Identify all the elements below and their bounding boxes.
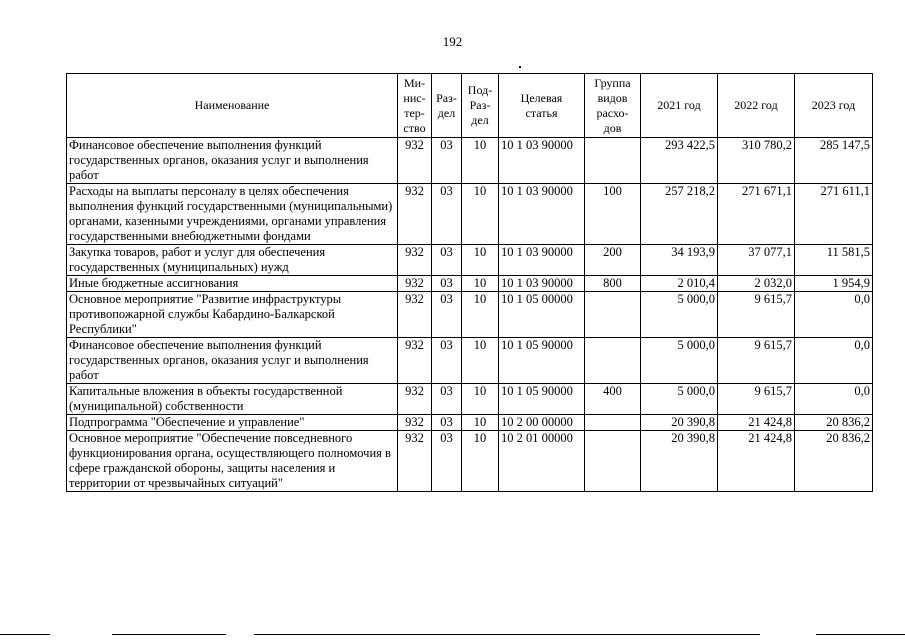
cell-ministry: 932 [398, 245, 432, 276]
cell-y2023: 20 836,2 [795, 415, 873, 431]
cell-target: 10 1 03 90000 [499, 138, 585, 184]
cell-section: 03 [432, 276, 462, 292]
cell-ministry: 932 [398, 138, 432, 184]
cell-subsection: 10 [462, 431, 499, 492]
cell-subsection: 10 [462, 184, 499, 245]
cell-ministry: 932 [398, 292, 432, 338]
footer-rule [816, 634, 905, 635]
cell-y2022: 21 424,8 [718, 431, 795, 492]
cell-y2021: 20 390,8 [641, 431, 718, 492]
cell-target: 10 1 03 90000 [499, 276, 585, 292]
table-row [67, 431, 873, 492]
cell-section: 03 [432, 431, 462, 492]
cell-subsection: 10 [462, 276, 499, 292]
cell-y2022: 310 780,2 [718, 138, 795, 184]
cell-name: Иные бюджетные ассигнования [67, 276, 398, 292]
cell-section: 03 [432, 245, 462, 276]
cell-y2021: 293 422,5 [641, 138, 718, 184]
cell-section: 03 [432, 184, 462, 245]
header-ministry: Ми- нис- тер- ство [398, 74, 432, 138]
cell-subsection: 10 [462, 415, 499, 431]
cell-group: 800 [585, 276, 641, 292]
cell-name: Финансовое обеспечение выполнения функций государственных органов, оказания услуг и выполнения работ [67, 138, 398, 184]
cell-group [585, 338, 641, 384]
page-number: 192 [442, 34, 463, 49]
cell-y2021: 5 000,0 [641, 292, 718, 338]
table-row [67, 384, 873, 415]
footer-rule [112, 634, 226, 635]
cell-section: 03 [432, 384, 462, 415]
cell-ministry: 932 [398, 415, 432, 431]
cell-group: 400 [585, 384, 641, 415]
cell-y2021: 5 000,0 [641, 338, 718, 384]
cell-target: 10 1 05 90000 [499, 384, 585, 415]
table-row [67, 138, 873, 184]
cell-subsection: 10 [462, 384, 499, 415]
cell-target: 10 1 03 90000 [499, 184, 585, 245]
footer-rule [0, 634, 50, 635]
cell-name: Финансовое обеспечение выполнения функций государственных органов, оказания услуг и выполнения работ [67, 338, 398, 384]
cell-y2023: 1 954,9 [795, 276, 873, 292]
cell-target: 10 2 00 00000 [499, 415, 585, 431]
cell-ministry: 932 [398, 276, 432, 292]
cell-y2022: 271 671,1 [718, 184, 795, 245]
cell-section: 03 [432, 415, 462, 431]
cell-y2023: 271 611,1 [795, 184, 873, 245]
cell-name: Расходы на выплаты персоналу в целях обеспечения выполнения функций государственными (муниципальными) органами, казенными учреждениями, органами управления государственными внебюджетными фондами [67, 184, 398, 245]
header-2021: 2021 год [641, 74, 718, 138]
table-row [67, 245, 873, 276]
header-2023: 2023 год [795, 74, 873, 138]
cell-y2023: 285 147,5 [795, 138, 873, 184]
table-row [67, 184, 873, 245]
cell-y2023: 20 836,2 [795, 431, 873, 492]
header-subsection: Под- Раз- дел [462, 74, 499, 138]
cell-group [585, 138, 641, 184]
cell-y2021: 5 000,0 [641, 384, 718, 415]
cell-y2022: 9 615,7 [718, 292, 795, 338]
footer-rule [254, 634, 760, 635]
cell-y2021: 2 010,4 [641, 276, 718, 292]
cell-subsection: 10 [462, 138, 499, 184]
cell-ministry: 932 [398, 384, 432, 415]
cell-group: 100 [585, 184, 641, 245]
cell-section: 03 [432, 292, 462, 338]
cell-group [585, 292, 641, 338]
cell-name: Основное мероприятие "Обеспечение повседневного функционирования органа, осуществляющего полномочия в сфере гражданской обороны, защиты населения и территории от чрезвычайных ситуаций" [67, 431, 398, 492]
cell-name: Основное мероприятие "Развитие инфраструктуры противопожарной службы Кабардино-Балкарской Республики" [67, 292, 398, 338]
cell-section: 03 [432, 138, 462, 184]
cell-subsection: 10 [462, 245, 499, 276]
cell-subsection: 10 [462, 338, 499, 384]
header-name: Наименование [67, 74, 398, 138]
cell-target: 10 1 05 90000 [499, 338, 585, 384]
cell-y2022: 2 032,0 [718, 276, 795, 292]
cell-y2022: 21 424,8 [718, 415, 795, 431]
cell-subsection: 10 [462, 292, 499, 338]
cell-y2023: 0,0 [795, 338, 873, 384]
cell-y2022: 37 077,1 [718, 245, 795, 276]
cell-target: 10 1 05 00000 [499, 292, 585, 338]
header-group: Группа видов расхо- дов [585, 74, 641, 138]
cell-y2021: 34 193,9 [641, 245, 718, 276]
cell-y2023: 0,0 [795, 292, 873, 338]
table-row [67, 338, 873, 384]
table-row [67, 276, 873, 292]
cell-y2023: 11 581,5 [795, 245, 873, 276]
table-row [67, 415, 873, 431]
table-row [67, 292, 873, 338]
scan-dot [519, 66, 521, 68]
cell-ministry: 932 [398, 184, 432, 245]
cell-group [585, 431, 641, 492]
header-2022: 2022 год [718, 74, 795, 138]
header-row [67, 74, 873, 138]
header-section: Раз- дел [432, 74, 462, 138]
cell-y2023: 0,0 [795, 384, 873, 415]
cell-group: 200 [585, 245, 641, 276]
cell-name: Капитальные вложения в объекты государственной (муниципальной) собственности [67, 384, 398, 415]
header-target: Целевая статья [499, 74, 585, 138]
cell-y2021: 257 218,2 [641, 184, 718, 245]
cell-ministry: 932 [398, 338, 432, 384]
cell-target: 10 2 01 00000 [499, 431, 585, 492]
cell-section: 03 [432, 338, 462, 384]
table-body [67, 138, 873, 492]
cell-y2022: 9 615,7 [718, 384, 795, 415]
cell-y2022: 9 615,7 [718, 338, 795, 384]
budget-table [66, 73, 873, 492]
cell-name: Подпрограмма "Обеспечение и управление" [67, 415, 398, 431]
cell-y2021: 20 390,8 [641, 415, 718, 431]
cell-target: 10 1 03 90000 [499, 245, 585, 276]
cell-name: Закупка товаров, работ и услуг для обеспечения государственных (муниципальных) нужд [67, 245, 398, 276]
cell-ministry: 932 [398, 431, 432, 492]
cell-group [585, 415, 641, 431]
